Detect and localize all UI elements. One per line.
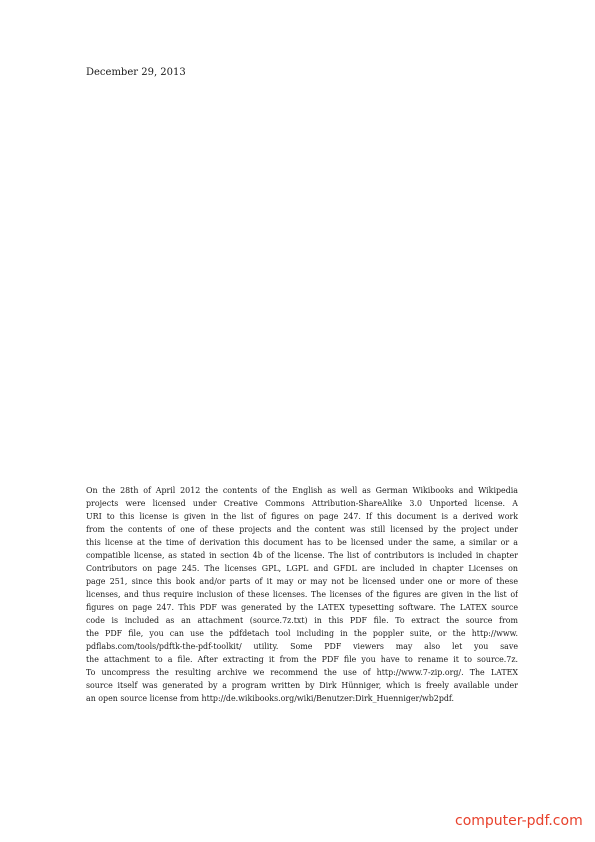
license-line: this license at the time of derivation this document has to be licensed under the same, a similar or a	[86, 538, 518, 547]
watermark-link[interactable]: computer-pdf.com	[455, 813, 583, 829]
license-line: licenses, and thus require inclusion of these licenses. The licenses of the figures are given in the list of	[86, 590, 518, 599]
license-line: pdflabs.com/tools/pdftk-the-pdf-toolkit/ utility. Some PDF viewers may also let you save	[86, 642, 518, 651]
license-line: compatible license, as stated in section 4b of the license. The list of contributors is included in chapter	[86, 551, 518, 560]
license-line: To uncompress the resulting archive we recommend the use of http://www.7-zip.org/. The LATEX	[86, 668, 518, 677]
license-line: the attachment to a file. After extracting it from the PDF file you have to rename it to source.7z.	[86, 655, 518, 664]
license-line: figures on page 247. This PDF was generated by the LATEX typesetting software. The LATEX source	[86, 603, 518, 612]
license-line: Contributors on page 245. The licenses GPL, LGPL and GFDL are included in chapter Licenses on	[86, 564, 518, 573]
license-line: from the contents of one of these projects and the content was still licensed by the project under	[86, 525, 518, 534]
license-line: the PDF file, you can use the pdfdetach tool including in the poppler suite, or the http://www.	[86, 629, 518, 638]
license-line: projects were licensed under Creative Commons Attribution-ShareAlike 3.0 Unported license. A	[86, 499, 518, 508]
document-date: December 29, 2013	[86, 67, 186, 78]
license-line: source itself was generated by a program written by Dirk Hünniger, which is freely available under	[86, 681, 518, 690]
license-line: page 251, since this book and/or parts of it may or may not be licensed under one or more of these	[86, 577, 518, 586]
license-line: On the 28th of April 2012 the contents of the English as well as German Wikibooks and Wikipedia	[86, 486, 518, 495]
license-notice	[86, 484, 518, 705]
license-line: an open source license from http://de.wikibooks.org/wiki/Benutzer:Dirk_Huenniger/wb2pdf.	[86, 694, 455, 703]
license-line: code is included as an attachment (source.7z.txt) in this PDF file. To extract the source from	[86, 616, 518, 625]
license-line: URI to this license is given in the list of figures on page 247. If this document is a derived work	[86, 512, 518, 521]
